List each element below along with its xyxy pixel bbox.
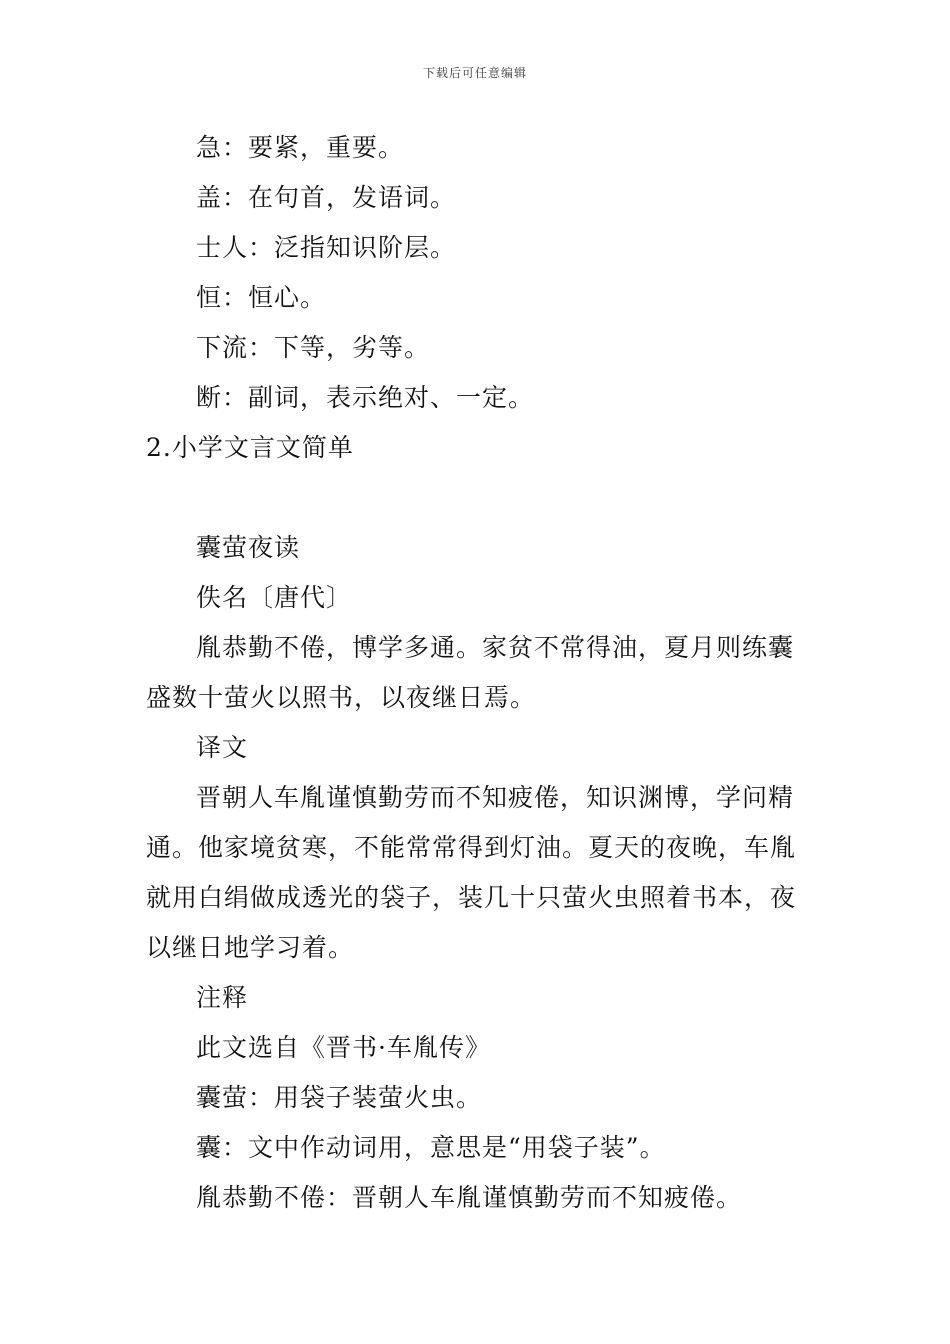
original-text-line: 胤恭勤不倦，博学多通。家贫不常得油，夏月则练囊 [196,633,795,662]
annotation-gai: 盖：在句首，发语词。 [196,183,457,212]
annotation-heng: 恒：恒心。 [196,283,327,312]
translation-heading: 译文 [196,733,249,762]
translation-line: 就用白绢做成透光的袋子，装几十只萤火虫照着书本，夜 [146,883,797,912]
notes-heading: 注释 [196,983,249,1012]
original-text-line: 盛数十萤火以照书，以夜继日焉。 [146,683,537,712]
annotation-ji: 急：要紧，重要。 [196,133,405,162]
note-line: 囊：文中作动词用，意思是“用袋子装”。 [196,1133,666,1162]
poem-author: 佚名〔唐代〕 [196,583,353,612]
translation-line: 通。他家境贫寒，不能常常得到灯油。夏天的夜晚，车胤 [146,833,797,862]
section-heading: 2.小学文言文简单 [146,433,354,462]
annotation-shiren: 士人：泛指知识阶层。 [196,233,457,262]
page-header: 下载后可任意编辑 [422,66,527,80]
translation-line: 以继日地学习着。 [146,933,355,962]
annotation-duan: 断：副词，表示绝对、一定。 [196,383,535,412]
note-line: 胤恭勤不倦：晋朝人车胤谨慎勤劳而不知疲倦。 [196,1183,743,1212]
note-line: 此文选自《晋书·车胤传》 [196,1033,491,1062]
annotation-xialiu: 下流：下等，劣等。 [196,333,431,362]
note-line: 囊萤：用袋子装萤火虫。 [196,1083,483,1112]
poem-title: 囊萤夜读 [196,533,301,562]
translation-line: 晋朝人车胤谨慎勤劳而不知疲倦，知识渊博，学问精 [196,783,795,812]
